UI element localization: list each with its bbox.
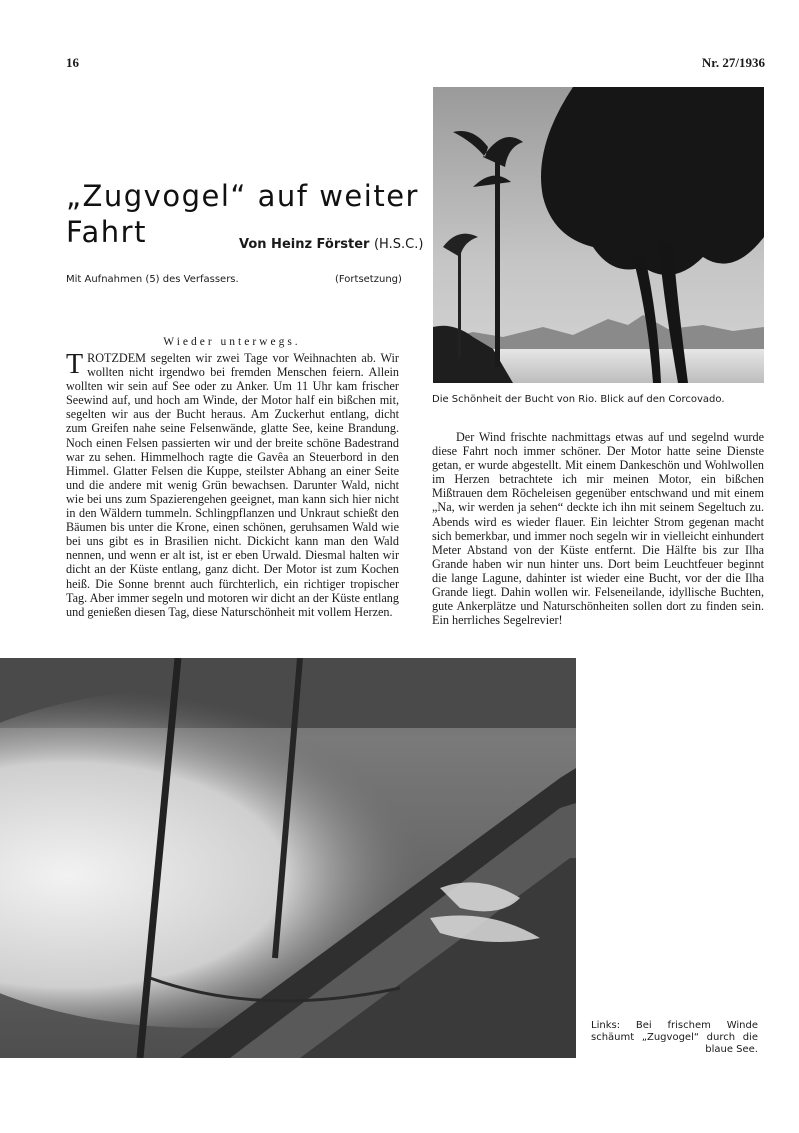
caption-boat-waves: Links: Bei frischem Winde schäumt „Zugvogel“ durch die blaue See. (591, 1020, 758, 1055)
boat-waves-image (0, 658, 576, 1058)
text-column-left (66, 351, 399, 619)
body-paragraph-1 (66, 351, 399, 619)
rio-bay-image (433, 87, 764, 383)
section-heading: Wieder unterwegs. (163, 336, 301, 348)
page-number: 16 (66, 55, 79, 70)
caption-rio-bay: Die Schönheit der Bucht von Rio. Blick auf den Corcovado. (432, 394, 725, 405)
issue-number: Nr. 27/1936 (701, 55, 765, 70)
text-column-right (432, 430, 764, 627)
paragraph-1-text: ROTZDEM segelten wir zwei Tage vor Weihnachten ab. Wir wollten nicht irgendwo bei fremden Menschen feiern. Allein wollten wir sein auf See oder zu Anker. Um 11 Uhr kam frischer Seewind auf, und hoch am Winde, der Motor half ein bißchen mit, segelten wir aus der Bucht heraus. Am Zuckerhut entlang, dicht zum Greifen nahe seine Felsenwände, glatte See, keine Brandung. Noch einen Felsen passierten wir und der breite schöne Badestrand war zu sehen. Himmelhoch ragte die Gavêa an Steuerbord in den Himmel. Glatter Felsen die Kuppe, steilster Abhang an einer Seite und die andere mit wenig Grün bewachsen. Darunter Wald, nicht wie bei uns zum Spazierengehen geeignet, man kann sich hier nicht in den Wäldern tummeln. Schlingpflanzen und Unkraut schießt den Bäumen bis unter die Krone, einen schönen, geruhsamen Wald wie bei uns gibt es in Brasilien nicht. Dickicht kann man den Wald nennen, und wenn er alt ist, ist er eben Urwald. Diesmal halten wir dicht an der Küste entlang, ganz dicht. Der Motor ist zum Kochen heiß. Die Sonne brennt auch fürchterlich, ein richtiger tropischer Tag. Aber immer segeln und motoren wir dicht an der Küste entlang und genießen diesen Tag, diese Naturschönheit mit vollem Herzen. (66, 351, 399, 619)
title-line-2: Fahrt (66, 215, 147, 249)
photo-boat-waves (0, 658, 576, 1058)
drop-cap: T (66, 349, 84, 380)
photo-credit: Mit Aufnahmen (5) des Verfassers. (66, 274, 239, 285)
article-author (239, 237, 423, 252)
author-name: Von Heinz Förster (239, 237, 370, 252)
body-paragraph-2: Der Wind frischte nachmittags etwas auf und segelnd wurde diese Fahrt noch immer schöner. Der Motor hatte seine Dienste getan, er wurde abgestellt. Mit einem Dankeschön und Wohlwollen im Herzen betrachtete ich mir meinen Motor, ein bißchen Mißtrauen dem Röcheleisen gegenüber entschwand und mit einem „Na, wir werden ja sehen“ deckte ich ihn mit seinem Segeltuch zu. Abends wird es wieder flauer. Ein leichter Strom gegenan macht sich bemerkbar, und immer noch segeln wir in vielleicht einhundert Meter Abstand von der Küste entfernt. Die Hälfte bis zur Ilha Grande haben wir nun hinter uns. Dort beim Leuchtfeuer beginnt die lange Lagune, dahinter ist wieder eine Bucht, vor der die Ilha Grande liegt. Dahin wollen wir. Felseneilande, idyllische Buchten, gute Ankerplätze und Naturschönheiten sollen dort zu finden sein. Ein herrliches Segelrevier! (432, 430, 764, 628)
continuation-note: (Fortsetzung) (335, 274, 402, 285)
photo-rio-bay (433, 87, 764, 383)
title-line-1: „Zugvogel“ auf weiter (66, 179, 419, 213)
author-club: (H.S.C.) (373, 237, 424, 252)
